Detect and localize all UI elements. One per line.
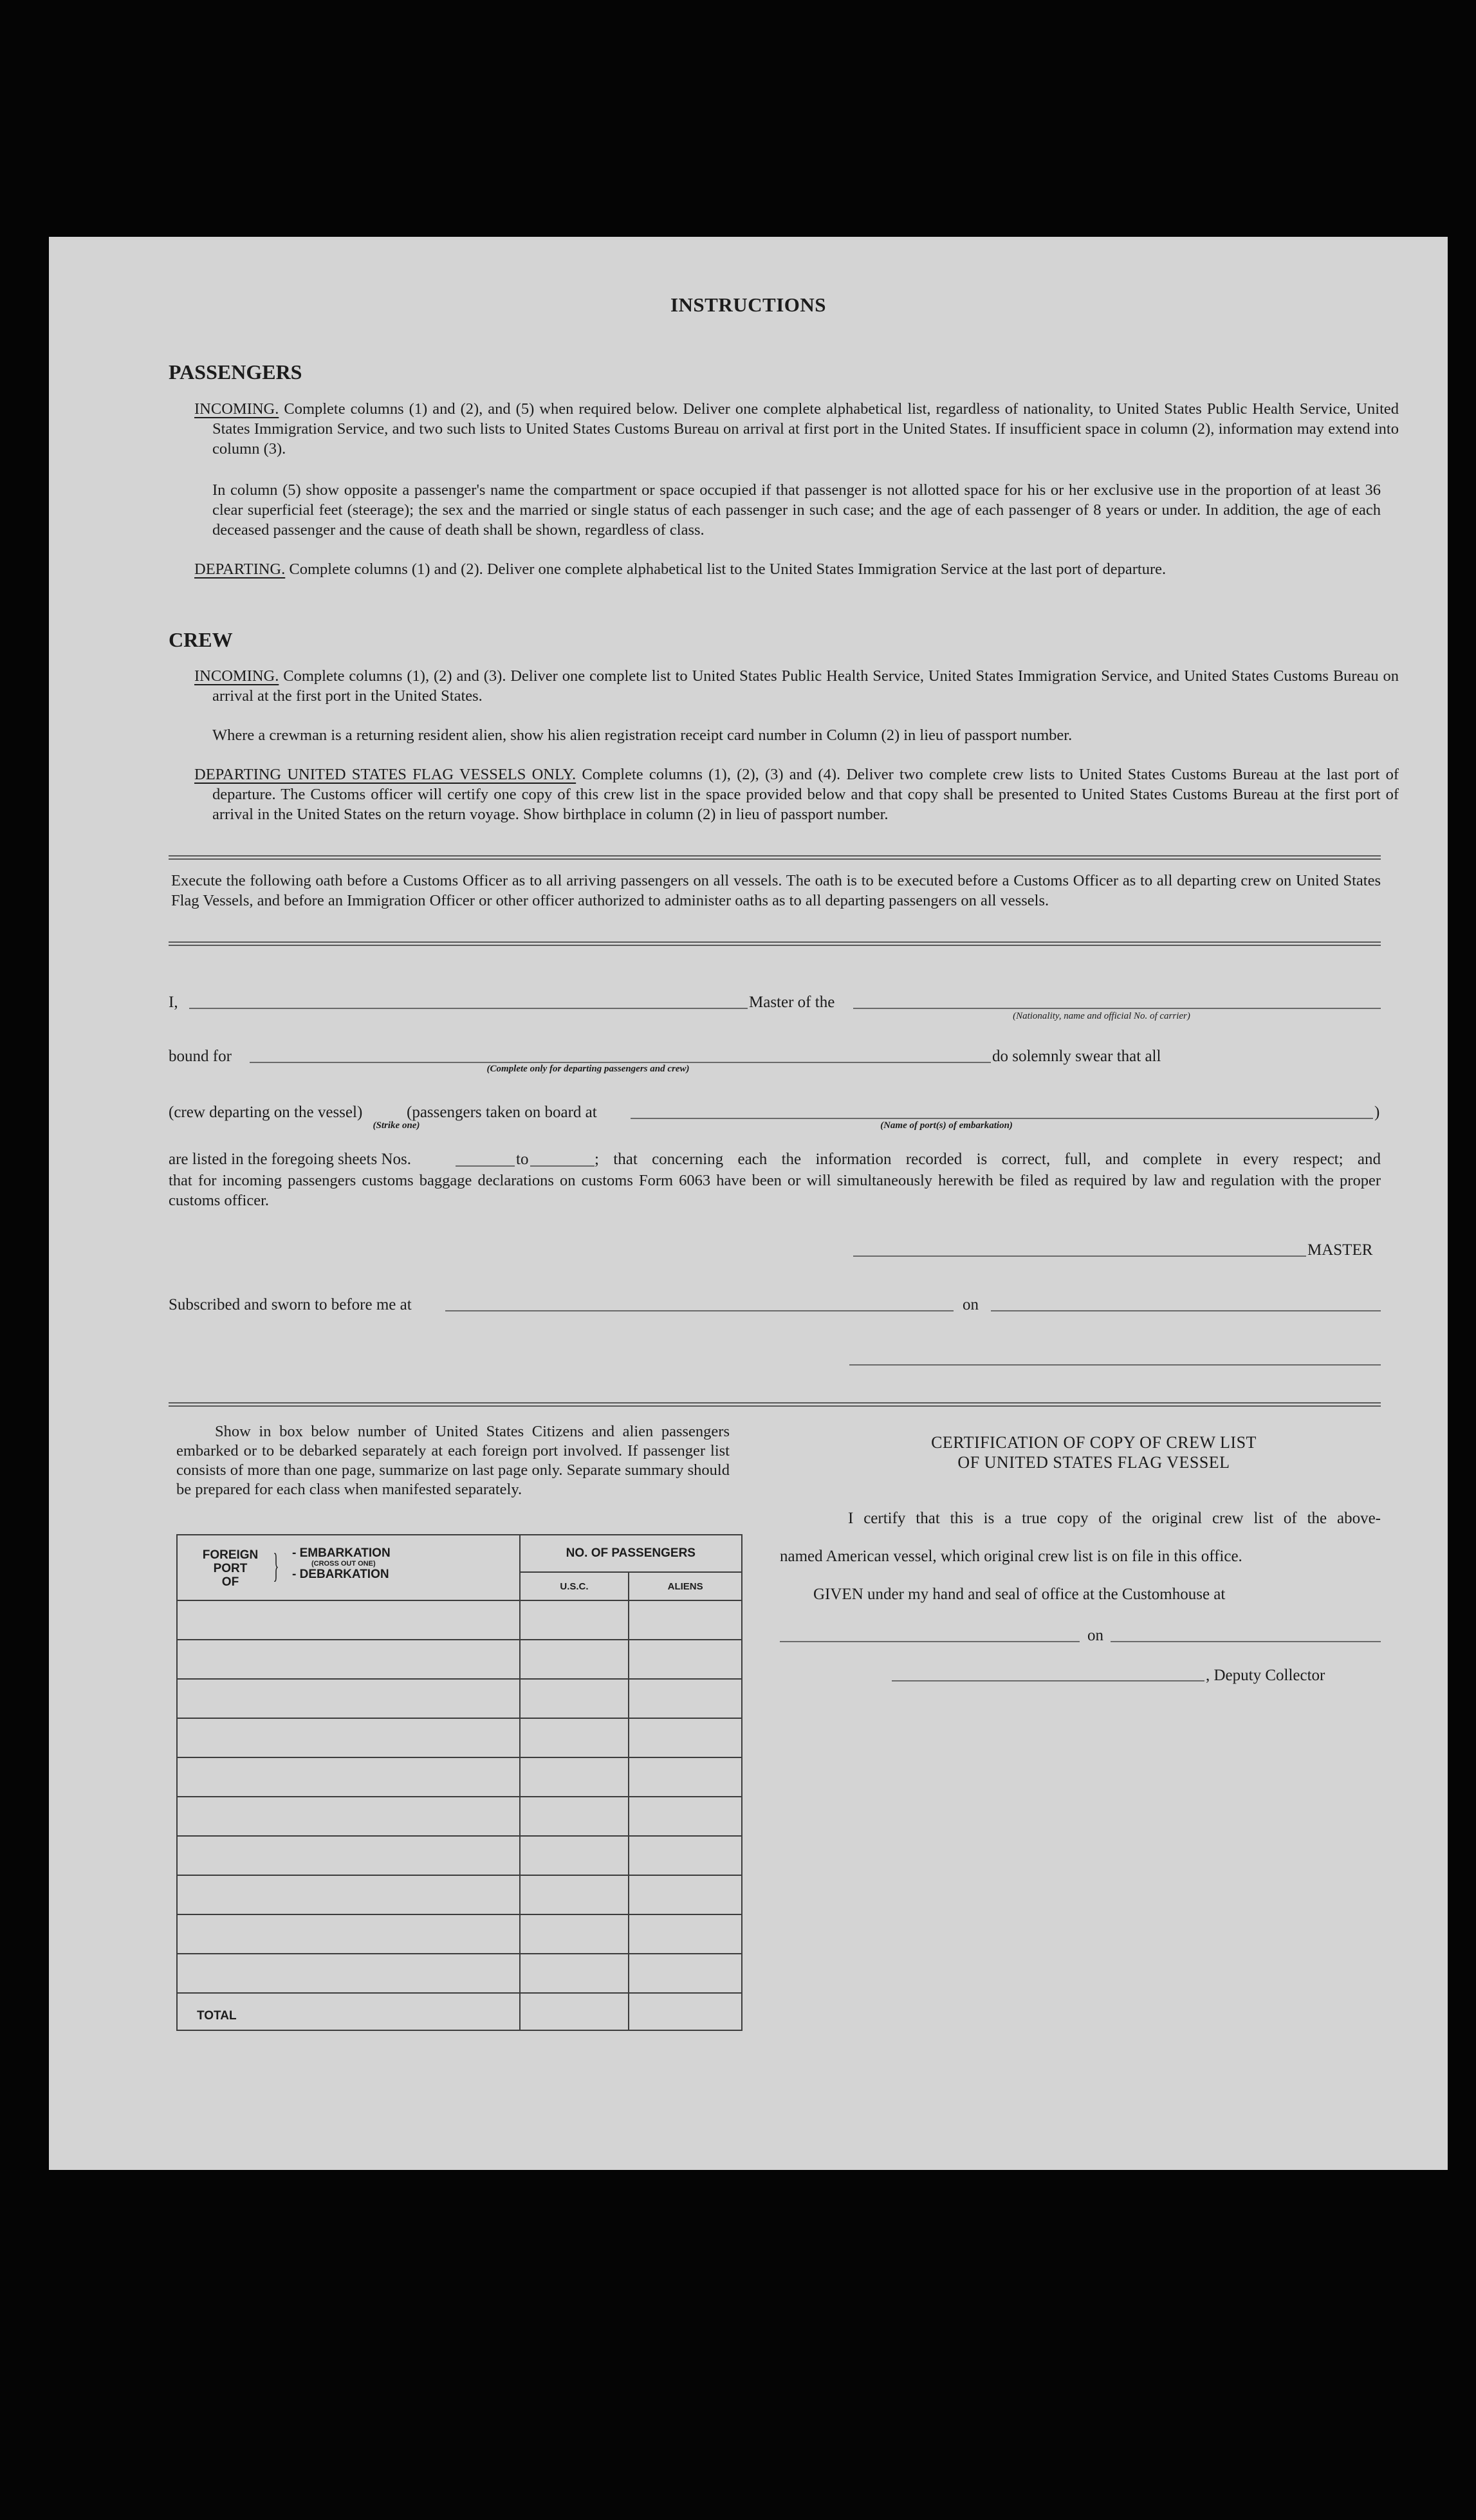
passengers-taken-option[interactable]: (passengers taken on board at bbox=[407, 1104, 597, 1121]
passengers-incoming-paragraph bbox=[194, 399, 1399, 459]
aliens-cell[interactable] bbox=[629, 1679, 742, 1718]
passenger-summary-table bbox=[176, 1534, 743, 2031]
master-label: MASTER bbox=[1307, 1241, 1373, 1259]
sworn-on-label: on bbox=[963, 1296, 979, 1313]
usc-header: U.S.C. bbox=[520, 1572, 629, 1600]
table-row bbox=[177, 1600, 742, 1640]
customhouse-field[interactable] bbox=[780, 1641, 1080, 1642]
given-text: GIVEN under my hand and seal of office at the Customhouse at bbox=[813, 1586, 1226, 1603]
aliens-cell[interactable] bbox=[629, 1797, 742, 1836]
passengers-incoming-label: INCOMING. bbox=[194, 400, 279, 418]
divider-rule bbox=[169, 855, 1381, 860]
cert-date-field[interactable] bbox=[1111, 1641, 1381, 1642]
sheet-from-field[interactable] bbox=[456, 1165, 515, 1167]
aliens-cell[interactable] bbox=[629, 1718, 742, 1757]
sheet-to-field[interactable] bbox=[530, 1165, 595, 1167]
crew-departing-option[interactable]: (crew departing on the vessel) bbox=[169, 1104, 363, 1121]
foreign-label: FOREIGN bbox=[202, 1548, 259, 1562]
to-label: to bbox=[516, 1151, 529, 1168]
aliens-header: ALIENS bbox=[629, 1572, 742, 1600]
sworn-place-field[interactable] bbox=[445, 1310, 954, 1311]
table-row bbox=[177, 1836, 742, 1875]
table-row bbox=[177, 1914, 742, 1954]
passengers-incoming-text: Complete columns (1) and (2), and (5) when required below. Deliver one complete alphabetical list, regardless of nationality, to United States Public Health Service, United States Immigration Service, and two such lists to United States Customs Bureau on arrival at first port in the United States. If insufficient space in column (2), information may extend into column (3). bbox=[212, 400, 1399, 458]
port-cell[interactable] bbox=[177, 1954, 520, 1993]
cross-out-note: (CROSS OUT ONE) bbox=[311, 1560, 376, 1568]
usc-cell[interactable] bbox=[520, 1640, 629, 1679]
passengers-departing-paragraph bbox=[194, 559, 1399, 579]
usc-cell[interactable] bbox=[520, 1797, 629, 1836]
deputy-signature-field[interactable] bbox=[892, 1680, 1204, 1682]
usc-cell[interactable] bbox=[520, 1600, 629, 1640]
total-label: TOTAL bbox=[177, 1993, 520, 2030]
aliens-cell[interactable] bbox=[629, 1954, 742, 1993]
oath-i-label: I, bbox=[169, 994, 178, 1011]
port-header bbox=[177, 1535, 520, 1600]
no-passengers-header: NO. OF PASSENGERS bbox=[520, 1535, 742, 1572]
crew-departing-text: Complete columns (1), (2), (3) and (4). Deliver two complete crew lists to United States Customs Bureau at the last port of departure. The Customs officer will certify one copy of this crew list in the space provided below and that copy shall be presented to United States Customs Bureau at the first port of arrival in the United States on the return voyage. Show birthplace in column (2) in lieu of passport number. bbox=[212, 766, 1399, 823]
usc-cell[interactable] bbox=[520, 1836, 629, 1875]
crew-incoming-label: INCOMING. bbox=[194, 667, 279, 685]
port-cell[interactable] bbox=[177, 1914, 520, 1954]
nationality-caption: (Nationality, name and official No. of carrier) bbox=[1013, 1011, 1190, 1021]
usc-cell[interactable] bbox=[520, 1914, 629, 1954]
port-label: PORT bbox=[213, 1562, 248, 1575]
port-cell[interactable] bbox=[177, 1679, 520, 1718]
baggage-declaration-text: that for incoming passengers customs baggage declarations on customs Form 6063 have been or will simultaneously herewith be filed as required by law and regulation with the proper customs officer. bbox=[169, 1172, 1381, 1209]
strike-one-caption: (Strike one) bbox=[373, 1120, 420, 1131]
table-row bbox=[177, 1640, 742, 1679]
passengers-column5-paragraph: In column (5) show opposite a passenger's name the compartment or space occupied if that passenger is not allotted space for his or her exclusive use in the proportion of at least 36 clear superficial feet (steerage); the sex and the married or single status of each passenger in such case; and the age of each passenger of 8 years or under. In addition, the age of each deceased passenger and the cause of death shall be shown, regardless of class. bbox=[212, 481, 1381, 539]
debarkation-label[interactable]: - DEBARKATION bbox=[292, 1568, 389, 1581]
embarkation-ports-field[interactable] bbox=[631, 1118, 1373, 1119]
of-label: OF bbox=[221, 1575, 239, 1589]
port-cell[interactable] bbox=[177, 1875, 520, 1914]
port-cell[interactable] bbox=[177, 1836, 520, 1875]
port-cell[interactable] bbox=[177, 1600, 520, 1640]
certification-heading bbox=[804, 1432, 1383, 1472]
divider-rule bbox=[169, 1402, 1381, 1407]
aliens-cell[interactable] bbox=[629, 1600, 742, 1640]
aliens-total-cell[interactable] bbox=[629, 1993, 742, 2030]
port-cell[interactable] bbox=[177, 1718, 520, 1757]
port-cell[interactable] bbox=[177, 1757, 520, 1797]
summary-intro: Show in box below number of United States Citizens and alien passengers embarked or to be debarked separately at each foreign port involved. If passenger list consists of more than one page, summarize on last page only. Separate summary should be prepared for each class when manifested separately. bbox=[176, 1423, 730, 1498]
form-page bbox=[49, 237, 1448, 2170]
aliens-cell[interactable] bbox=[629, 1640, 742, 1679]
listed-prefix: are listed in the foregoing sheets Nos. bbox=[169, 1151, 411, 1168]
bound-for-field[interactable] bbox=[250, 1062, 991, 1063]
carrier-field[interactable] bbox=[853, 1008, 1381, 1009]
certification-heading-line2: OF UNITED STATES FLAG VESSEL bbox=[957, 1453, 1230, 1472]
bound-for-label: bound for bbox=[169, 1048, 232, 1065]
listed-rest: ; that concerning each the information recorded is correct, full, and complete in every respect; and bbox=[595, 1151, 1381, 1168]
table-row bbox=[177, 1679, 742, 1718]
aliens-cell[interactable] bbox=[629, 1914, 742, 1954]
officer-signature-field[interactable] bbox=[849, 1364, 1381, 1366]
certification-heading-line1: CERTIFICATION OF COPY OF CREW LIST bbox=[931, 1433, 1257, 1452]
table-row bbox=[177, 1954, 742, 1993]
aliens-cell[interactable] bbox=[629, 1836, 742, 1875]
master-signature-field[interactable] bbox=[853, 1255, 1306, 1257]
brace-icon: } bbox=[273, 1546, 279, 1585]
crew-departing-paragraph bbox=[194, 764, 1399, 824]
instructions-title: INSTRUCTIONS bbox=[670, 293, 826, 316]
crew-incoming-text: Complete columns (1), (2) and (3). Deliver one complete list to United States Public Health Service, United States Immigration Service, and United States Customs Bureau on arrival at the first port in the United States. bbox=[212, 667, 1399, 705]
table-row bbox=[177, 1875, 742, 1914]
swear-label: do solemnly swear that all bbox=[992, 1048, 1161, 1065]
certify-line1: I certify that this is a true copy of the original crew list of the above- bbox=[848, 1510, 1381, 1527]
bound-for-caption: (Complete only for departing passengers and crew) bbox=[486, 1064, 690, 1074]
usc-cell[interactable] bbox=[520, 1954, 629, 1993]
usc-cell[interactable] bbox=[520, 1757, 629, 1797]
usc-cell[interactable] bbox=[520, 1875, 629, 1914]
table-row bbox=[177, 1757, 742, 1797]
ports-caption: (Name of port(s) of embarkation) bbox=[880, 1120, 1013, 1131]
crew-incoming-paragraph bbox=[194, 666, 1399, 706]
subscribed-label: Subscribed and sworn to before me at bbox=[169, 1296, 412, 1313]
usc-cell[interactable] bbox=[520, 1718, 629, 1757]
divider-rule bbox=[169, 941, 1381, 946]
usc-cell[interactable] bbox=[520, 1679, 629, 1718]
close-paren: ) bbox=[1374, 1104, 1380, 1121]
certify-line2: named American vessel, which original crew list is on file in this office. bbox=[780, 1548, 1242, 1565]
passengers-departing-text: Complete columns (1) and (2). Deliver one complete alphabetical list to the United States Immigration Service at the last port of departure. bbox=[285, 561, 1167, 578]
crew-alien-paragraph: Where a crewman is a returning resident alien, show his alien registration receipt card number in Column (2) in lieu of passport number. bbox=[212, 727, 1073, 744]
passengers-heading: PASSENGERS bbox=[169, 360, 302, 384]
usc-total-cell[interactable] bbox=[520, 1993, 629, 2030]
port-cell[interactable] bbox=[177, 1640, 520, 1679]
crew-departing-label: DEPARTING UNITED STATES FLAG VESSELS ONLY. bbox=[194, 766, 577, 783]
table-row bbox=[177, 1797, 742, 1836]
sworn-date-field[interactable] bbox=[991, 1310, 1381, 1311]
master-name-field[interactable] bbox=[189, 1008, 748, 1009]
deputy-collector-label: , Deputy Collector bbox=[1206, 1667, 1325, 1684]
port-cell[interactable] bbox=[177, 1797, 520, 1836]
total-row bbox=[177, 1993, 742, 2030]
aliens-cell[interactable] bbox=[629, 1757, 742, 1797]
table-row bbox=[177, 1718, 742, 1757]
aliens-cell[interactable] bbox=[629, 1875, 742, 1914]
cert-on-label: on bbox=[1087, 1627, 1103, 1644]
embarkation-label[interactable]: - EMBARKATION bbox=[292, 1546, 391, 1560]
passengers-departing-label: DEPARTING. bbox=[194, 561, 286, 578]
oath-intro: Execute the following oath before a Customs Officer as to all arriving passengers on all vessels. The oath is to be executed before a Customs Officer as to all departing crew on United States Flag Vessels, and before an Immigration Officer or other officer authorized to administer oaths as to all departing passengers on all vessels. bbox=[171, 872, 1381, 909]
master-of-label: Master of the bbox=[749, 994, 835, 1011]
crew-heading: CREW bbox=[169, 628, 233, 651]
